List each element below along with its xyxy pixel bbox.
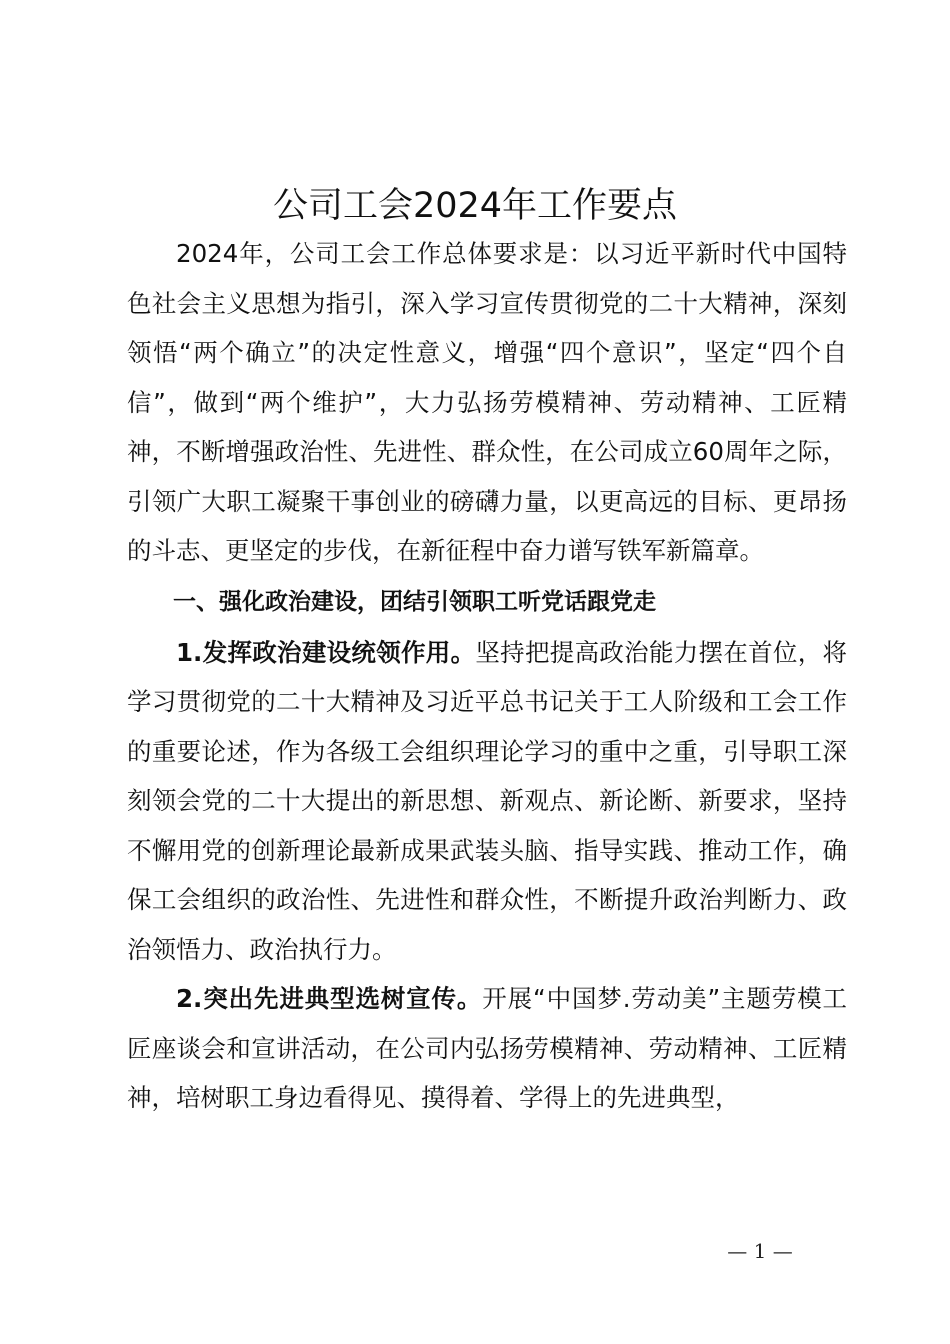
item-text-2: 开展“中国梦.劳动美”主题劳模工匠座谈会和宣讲活动，在公司内弘扬劳模精神、劳动精神、工匠精神，培树职工身边看得见、摸得着、学得上的先进典型， [127,984,848,1112]
section-heading: 一、强化政治建设，团结引领职工听党话跟党走 [173,588,656,615]
item-lead-2: 2.突出先进典型选树宣传。 [176,984,483,1013]
item-text-1: 坚持把提高政治能力摆在首位，将学习贯彻党的二十大精神及习近平总书记关于工人阶级和工会工作的重要论述，作为各级工会组织理论学习的重中之重，引导职工深刻领会党的二十大提出的新思想、新观点、新论断、新要求，坚持不懈用党的创新理论最新成果武装头脑、指导实践、推动工作，确保工会组织的政治性、先进性和群众性，不断提升政治判断力、政治领悟力、政治执行力。 [127,637,848,964]
intro-paragraph: 2024年，公司工会工作总体要求是：以习近平新时代中国特色社会主义思想为指引，深入学习宣传贯彻党的二十大精神，深刻领悟“两个确立”的决定性意义，增强“四个意识”，坚定“四个自信”，做到“两个维护”，大力弘扬劳模精神、劳动精神、工匠精神，不断增强政治性、先进性、群众性，在公司成立60周年之际，引领广大职工凝聚干事创业的磅礴力量，以更高远的目标、更昂扬的斗志、更坚定的步伐，在新征程中奋力谱写铁军新篇章。 [127,239,847,565]
document-body [127,229,847,1123]
item-lead-1: 1.发挥政治建设统领作用。 [176,637,476,667]
item-paragraph-2 [127,974,847,1123]
page-number: — 1 — [727,1239,793,1263]
item-paragraph-1 [127,628,847,975]
document-title: 公司工会2024年工作要点 [272,186,678,226]
